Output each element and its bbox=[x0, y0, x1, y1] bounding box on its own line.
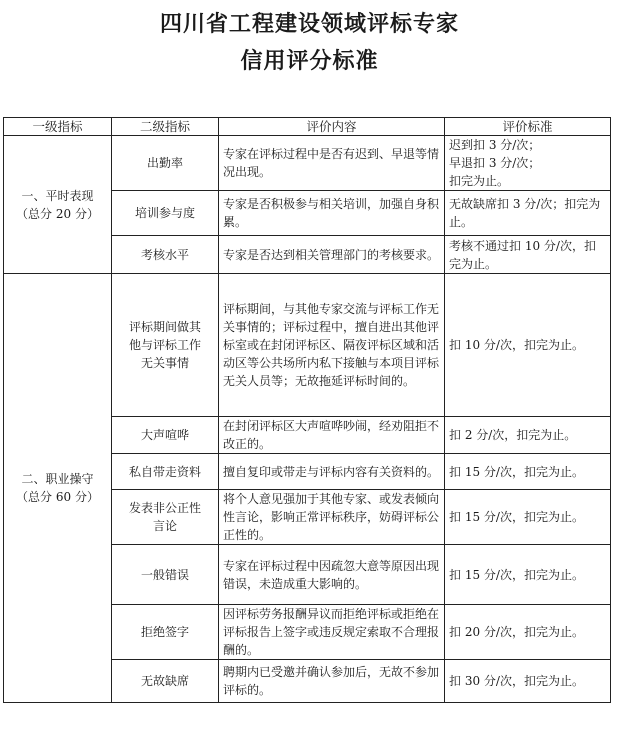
evaluation-standard-line: 考核不通过扣 10 分/次，扣完为止。 bbox=[449, 238, 596, 271]
level2-indicator-line: 考核水平 bbox=[140, 247, 189, 262]
level2-indicator-cell bbox=[112, 191, 219, 236]
evaluation-standard-line: 扣 10 分/次，扣完为止。 bbox=[449, 338, 584, 352]
evaluation-standard-line: 扣 15 分/次，扣完为止。 bbox=[449, 510, 584, 524]
evaluation-standard-line: 扣 20 分/次，扣完为止。 bbox=[449, 625, 584, 639]
evaluation-standard-cell bbox=[445, 236, 611, 274]
level2-indicator-cell bbox=[112, 545, 219, 605]
level2-indicator-line: 无关事情 bbox=[140, 356, 189, 370]
level1-indicator-line: 一、平时表现 bbox=[21, 188, 94, 203]
evaluation-standard-line: 无故缺席扣 3 分/次；扣完为止。 bbox=[449, 197, 601, 229]
evaluation-standard-line: 扣 15 分/次，扣完为止。 bbox=[449, 567, 584, 582]
level2-indicator-cell bbox=[112, 236, 219, 274]
level2-indicator-cell bbox=[112, 660, 219, 703]
evaluation-content-cell: 专家在评标过程中是否有迟到、早退等情况出现。 bbox=[219, 136, 445, 191]
evaluation-content-cell: 因评标劳务报酬异议而拒绝评标或拒绝在评标报告上签字或违反规定索取不合理报酬的。 bbox=[219, 605, 445, 660]
evaluation-standard-cell bbox=[445, 136, 611, 191]
level2-indicator-line: 大声喧哗 bbox=[140, 428, 189, 442]
table-row bbox=[4, 136, 611, 191]
table-header-row bbox=[4, 118, 611, 136]
level2-indicator-line: 培训参与度 bbox=[134, 206, 195, 220]
level1-indicator-line: （总分 20 分） bbox=[16, 206, 99, 221]
evaluation-standard-line: 扣 2 分/次，扣完为止。 bbox=[449, 428, 577, 442]
evaluation-content-cell: 专家是否积极参与相关培训，加强自身积累。 bbox=[219, 191, 445, 236]
evaluation-standard-line: 扣 30 分/次，扣完为止。 bbox=[449, 674, 584, 688]
evaluation-standard-line: 迟到扣 3 分/次； bbox=[449, 138, 541, 152]
level2-indicator-line: 言论 bbox=[152, 519, 177, 533]
level2-indicator-line: 出勤率 bbox=[146, 156, 183, 170]
evaluation-standard-line: 扣完为止。 bbox=[449, 174, 510, 188]
level1-indicator-line: 二、职业操守 bbox=[21, 472, 94, 486]
header-content: 评价内容 bbox=[219, 118, 445, 136]
evaluation-content-cell: 在封闭评标区大声喧哗吵闹，经劝阻拒不改正的。 bbox=[219, 417, 445, 454]
document-title-line1: 四川省工程建设领域评标专家 bbox=[159, 11, 459, 37]
evaluation-standard-cell bbox=[445, 545, 611, 605]
header-standard: 评价标准 bbox=[445, 118, 611, 136]
level2-indicator-line: 他与评标工作 bbox=[128, 338, 201, 352]
evaluation-content-cell: 擅自复印或带走与评标内容有关资料的。 bbox=[219, 454, 445, 490]
level1-indicator-cell bbox=[4, 136, 112, 274]
level2-indicator-cell bbox=[112, 136, 219, 191]
evaluation-content-cell: 聘期内已受邀并确认参加后，无故不参加评标的。 bbox=[219, 660, 445, 703]
evaluation-standard-line: 扣 15 分/次，扣完为止。 bbox=[449, 464, 584, 479]
level1-indicator-cell bbox=[4, 274, 112, 703]
evaluation-standard-line: 早退扣 3 分/次； bbox=[449, 156, 541, 170]
evaluation-standard-cell bbox=[445, 605, 611, 660]
level2-indicator-line: 拒绝签字 bbox=[140, 625, 189, 639]
evaluation-content-cell: 评标期间，与其他专家交流与评标工作无关事情的；评标过程中，擅自进出其他评标室或在封闭评标区、隔夜评标区域和活动区等公共场所内私下接触与本项目评标无关人员等；无故拖延评标时间的。 bbox=[219, 274, 445, 417]
evaluation-standard-cell bbox=[445, 490, 611, 545]
evaluation-content-cell: 专家是否达到相关管理部门的考核要求。 bbox=[219, 236, 445, 274]
level2-indicator-line: 发表非公正性 bbox=[128, 501, 201, 515]
level2-indicator-line: 一般错误 bbox=[140, 567, 189, 582]
evaluation-content-cell: 将个人意见强加于其他专家、或发表倾向性言论，影响正常评标秩序，妨碍评标公正性的。 bbox=[219, 490, 445, 545]
level2-indicator-cell bbox=[112, 417, 219, 454]
document-title-line2: 信用评分标准 bbox=[240, 48, 379, 74]
evaluation-content-cell: 专家在评标过程中因疏忽大意等原因出现错误，未造成重大影响的。 bbox=[219, 545, 445, 605]
evaluation-standard-cell bbox=[445, 417, 611, 454]
evaluation-standard-cell bbox=[445, 191, 611, 236]
level2-indicator-cell bbox=[112, 605, 219, 660]
header-level2: 二级指标 bbox=[112, 118, 219, 136]
level2-indicator-cell bbox=[112, 454, 219, 490]
level2-indicator-line: 无故缺席 bbox=[140, 674, 189, 688]
evaluation-standard-cell bbox=[445, 660, 611, 703]
evaluation-standard-cell bbox=[445, 454, 611, 490]
scoring-table bbox=[3, 117, 611, 703]
level1-indicator-line: （总分 60 分） bbox=[16, 490, 99, 504]
level2-indicator-cell bbox=[112, 274, 219, 417]
header-level1: 一级指标 bbox=[4, 118, 112, 136]
level2-indicator-line: 评标期间做其 bbox=[128, 320, 201, 334]
level2-indicator-line: 私自带走资料 bbox=[128, 464, 201, 479]
level2-indicator-cell bbox=[112, 490, 219, 545]
evaluation-standard-cell bbox=[445, 274, 611, 417]
table-body bbox=[4, 136, 611, 703]
table-row bbox=[4, 274, 611, 417]
